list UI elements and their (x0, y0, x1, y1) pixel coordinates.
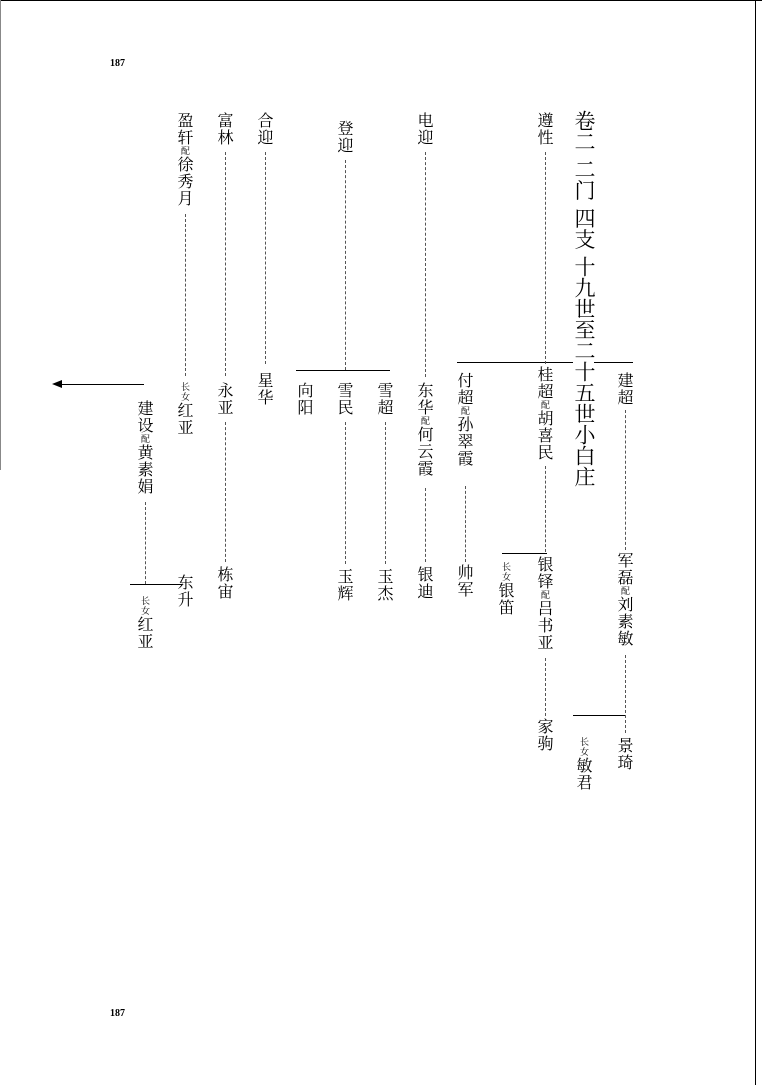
lineage-dash (185, 214, 186, 376)
lineage-dash (625, 655, 626, 733)
person-fuchao: 付超配孙翠霞 (455, 372, 474, 467)
person-fulin: 富林 (215, 112, 234, 146)
branch-line-guichao (502, 553, 547, 554)
person-xuemin: 雪民 (335, 382, 354, 416)
person-dianying: 电迎 (415, 112, 434, 146)
person-dongsheng: 东升 (175, 574, 194, 608)
continuation-arrow-line (60, 384, 144, 385)
person-dongzhou: 栋宙 (215, 566, 234, 600)
page-number-bottom: 187 (110, 1008, 125, 1019)
lineage-dash (145, 502, 146, 584)
person-dengying: 登迎 (335, 120, 354, 154)
lineage-dash (265, 152, 266, 364)
person-yinduo: 银铎配吕书亚 (535, 556, 554, 651)
lineage-dash (225, 152, 226, 376)
person-guichao: 桂超配胡喜民 (535, 366, 554, 461)
lineage-dash (545, 152, 546, 364)
person-jianchao: 建超 (615, 372, 634, 406)
page-border-left (0, 0, 1, 470)
person-shuaijun: 帅军 (455, 564, 474, 598)
person-yujie: 玉杰 (375, 568, 394, 602)
person-donghua: 东华配何云霞 (415, 382, 434, 477)
person-yuhui: 玉辉 (335, 568, 354, 602)
person-jingqi: 景琦 (615, 737, 634, 771)
branch-line-junlei (573, 715, 625, 716)
person-xuechao: 雪超 (375, 382, 394, 416)
page-border-top (0, 0, 762, 1)
page-number-top: 187 (110, 58, 125, 69)
person-jianshe: 建设配黄素娟 (135, 400, 154, 495)
page-border-right (755, 0, 756, 1085)
person-hongya: 长女红亚 (175, 382, 194, 436)
lineage-dash (345, 160, 346, 370)
lineage-dash (625, 410, 626, 550)
lineage-dash (545, 466, 546, 552)
lineage-dash (465, 486, 466, 562)
person-xinghua: 星华 (255, 372, 274, 406)
continuation-arrow-icon (52, 380, 62, 388)
person-xiangyang: 向阳 (295, 382, 314, 416)
genealogy-title: 卷二 二门 四支 十九世至二十五世小白庄 (572, 110, 596, 488)
person-heying: 合迎 (255, 112, 274, 146)
person-minjun: 长女敏君 (574, 737, 593, 791)
lineage-dash (425, 152, 426, 377)
person-jiaju: 家驹 (535, 718, 554, 752)
lineage-dash (425, 488, 426, 562)
person-junlei: 军磊配刘素敏 (615, 552, 634, 647)
person-yongya: 永亚 (215, 382, 234, 416)
lineage-dash (345, 422, 346, 564)
person-zunxing: 遵性 (535, 112, 554, 146)
person-yingxuan: 盈轩配徐秀月 (175, 112, 194, 207)
person-yindi-daughter: 长女银笛 (496, 562, 515, 616)
person-hongya-2: 长女红亚 (135, 596, 154, 650)
person-yindi: 银迪 (415, 566, 434, 600)
lineage-dash (545, 658, 546, 716)
lineage-dash (385, 422, 386, 564)
lineage-dash (225, 422, 226, 562)
branch-line-dengying (296, 370, 390, 371)
